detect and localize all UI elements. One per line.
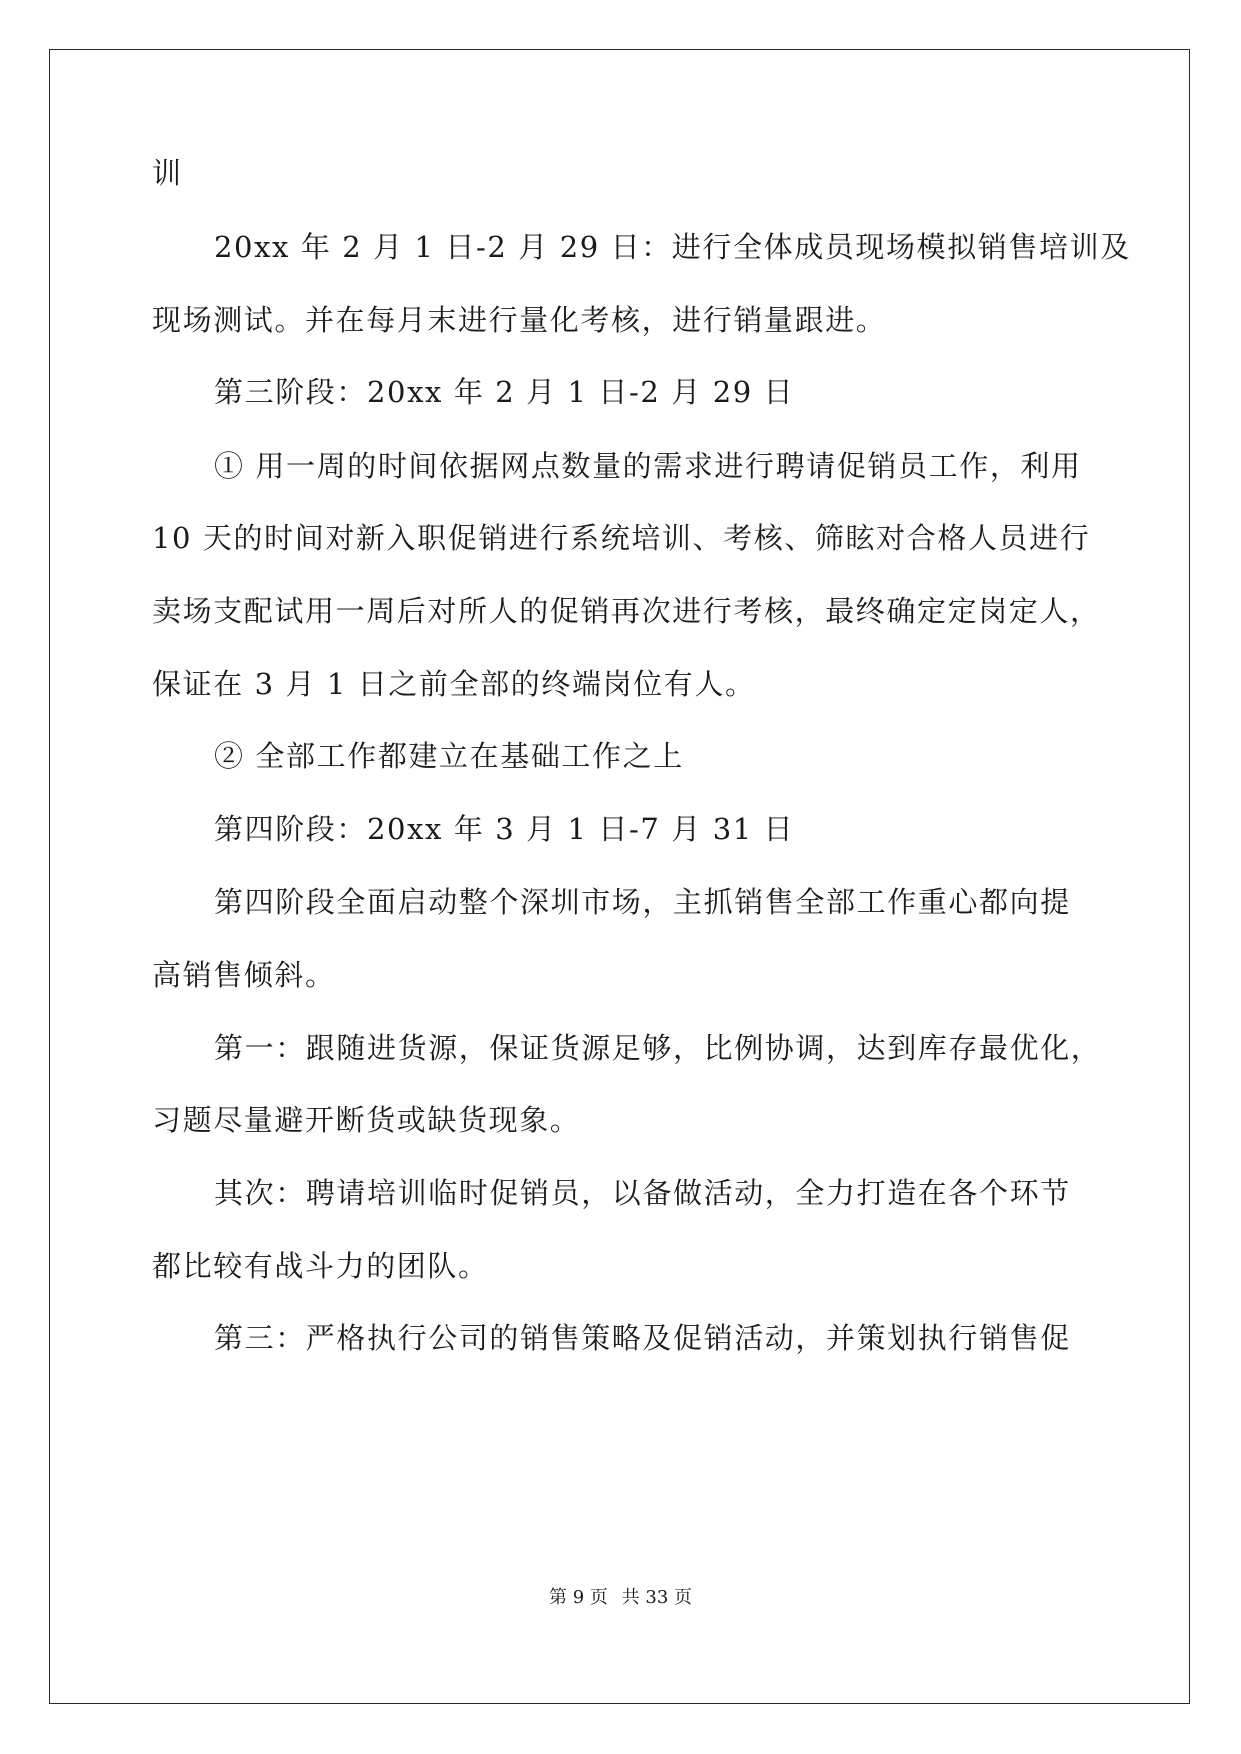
text-line: 训 bbox=[152, 156, 183, 190]
section-heading: 第四阶段：20xx 年 3 月 1 日-7 月 31 日 bbox=[214, 812, 795, 846]
paragraph-line: 第三：严格执行公司的销售策略及促销活动，并策划执行销售促 bbox=[214, 1321, 1071, 1355]
text-line: 卖场支配试用一周后对所人的促销再次进行考核，最终确定定岗定人， bbox=[152, 594, 1101, 628]
paragraph-line: 20xx 年 2 月 1 日-2 月 29 日：进行全体成员现场模拟销售培训及 bbox=[214, 230, 1131, 264]
paragraph-line: 其次：聘请培训临时促销员，以备做活动，全力打造在各个环节 bbox=[214, 1176, 1071, 1210]
paragraph-line: ① 用一周的时间依据网点数量的需求进行聘请促销员工作，利用 bbox=[214, 449, 1082, 483]
paragraph-line: 第一：跟随进货源，保证货源足够，比例协调，达到库存最优化， bbox=[214, 1031, 1102, 1065]
page-number: 第 9 页 bbox=[549, 1587, 608, 1608]
text-line: 现场测试。并在每月末进行量化考核，进行销量跟进。 bbox=[152, 303, 887, 337]
page-total: 共 33 页 bbox=[621, 1587, 692, 1608]
paragraph-line: 第四阶段全面启动整个深圳市场，主抓销售全部工作重心都向提 bbox=[214, 885, 1071, 919]
text-line: 保证在 3 月 1 日之前全部的终端岗位有人。 bbox=[152, 667, 756, 701]
text-line: 都比较有战斗力的团队。 bbox=[152, 1249, 489, 1283]
section-heading: 第三阶段：20xx 年 2 月 1 日-2 月 29 日 bbox=[214, 375, 795, 409]
paragraph-line: ② 全部工作都建立在基础工作之上 bbox=[214, 739, 684, 773]
text-line: 习题尽量避开断货或缺货现象。 bbox=[152, 1103, 581, 1137]
text-line: 高销售倾斜。 bbox=[152, 958, 336, 992]
page-frame bbox=[49, 49, 1190, 1704]
text-line: 10 天的时间对新入职促销进行系统培训、考核、筛眩对合格人员进行 bbox=[152, 521, 1091, 555]
page-footer bbox=[0, 1586, 1241, 1610]
